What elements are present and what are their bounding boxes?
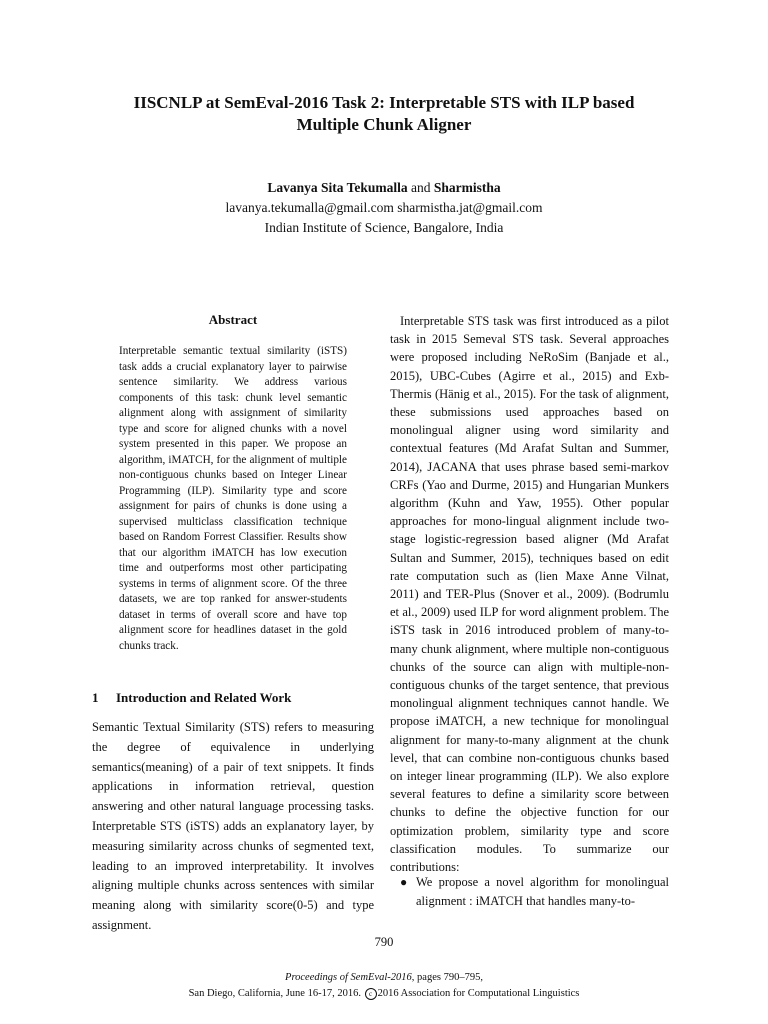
copyright-icon: c — [365, 988, 377, 1000]
section-heading — [92, 690, 291, 706]
section-number: 1 — [92, 690, 99, 705]
footer-pages: , pages 790–795, — [411, 972, 483, 983]
footer-proceedings — [0, 970, 768, 986]
contribution-bullet-text: We propose a novel algorithm for monolingual alignment : iMATCH that handles many-to- — [416, 875, 669, 908]
page-footer — [0, 970, 768, 1002]
author-1: Lavanya Sita Tekumalla — [267, 180, 408, 195]
author-emails: lavanya.tekumalla@gmail.com sharmistha.jat@gmail.com — [225, 200, 543, 215]
section-title: Introduction and Related Work — [116, 690, 292, 705]
author-affiliation: Indian Institute of Science, Bangalore, India — [264, 220, 504, 235]
title-line-1: IISCNLP at SemEval-2016 Task 2: Interpretable STS with ILP based — [133, 93, 635, 112]
footer-copyright: 2016 Association for Computational Linguistics — [377, 988, 580, 999]
title-line-2: Multiple Chunk Aligner — [296, 115, 472, 134]
introduction-body: Semantic Textual Similarity (STS) refers to measuring the degree of equivalence in underlying semantics(meaning) of a pair of text snippets. It finds applications in information retrieval, question answering and other natural language processing tasks. Interpretable STS (iSTS) adds an explanatory layer, by measuring similarity across chunks of segmented text, leading to an improved interpretability. It involves aligning multiple chunks across sentences with similar meaning along with similarity score(0-5) and type assignment. — [92, 720, 374, 932]
author-conjunction: and — [411, 180, 431, 195]
footer-location: San Diego, California, June 16-17, 2016. — [188, 988, 361, 999]
paper-title — [60, 92, 708, 136]
author-2: Sharmistha — [433, 180, 501, 195]
related-work-body: Interpretable STS task was first introduced as a pilot task in 2015 Semeval STS task. Several approaches were proposed including NeRoSim (Banjade et al., 2015), UBC-Cubes (Agirre et al., 2015) and Exb-Thermis (Hänig et al., 2015). For the task of alignment, these submissions used approaches based on monolingual aligner using word similarity and contextual features (Md Arafat Sultan and Summer, 2014), JACANA that uses phrase based semi-markov CRFs (Yao and Durme, 2015) and Hungarian Munkers algorithm (Kuhn and Yaw, 1955). Other popular approaches for mono-lingual alignment include two-stage logistic-regression based aligner (Md Arafat Sultan and Summer, 2015), techniques based on edit rate computation such as (lien Maxe Anne Vilnat, 2011) and TER-Plus (Snover et al., 2009). (Bodrumlu et al., 2009) used ILP for word alignment problem. The iSTS task in 2016 introduced problem of many-to-many chunk alignment, where multiple non-contiguous chunks of the source can align with multiple-non-contiguous chunks of the target sentence, that previous monolingual alignment techniques cannot handle. We propose iMATCH, a new technique for monolingual alignment for many-to-many alignment at the chunk level, that can combine non-contiguous chunks based on integer linear programming (ILP). We also explore several features to define a similarity score between chunks to define the objective function for our optimization problem, similarity type and score classification modules. To summarize our contributions: — [390, 314, 669, 875]
abstract-body: Interpretable semantic textual similarity (iSTS) task adds a crucial explanatory layer to pairwise sentence similarity. We address various components of this task: chunk level semantic alignment along with assignment of similarity type and score for aligned chunks with a novel system presented in this paper. We propose an algorithm, iMATCH, for the alignment of multiple non-contiguous chunks based on Integer Linear Programming (ILP). Similarity type and score assignment for pairs of chunks is done using a supervised multiclass classification technique based on Random Forrest Classifier. Results show that our algorithm iMATCH has low execution time and outperforms most other participating systems in terms of alignment score. Of the three datasets, we are top ranked for answer-students dataset in terms of overall score and have top alignment score for headlines dataset in the gold chunks track. — [119, 345, 347, 652]
footer-venue: Proceedings of SemEval-2016 — [285, 972, 412, 983]
author-block — [60, 178, 708, 238]
contribution-bullet — [398, 873, 669, 911]
abstract-heading: Abstract — [208, 312, 258, 327]
bullet-icon: ● — [400, 875, 408, 889]
page-number: 790 — [374, 935, 394, 949]
footer-location-copyright — [0, 986, 768, 1002]
author-names — [60, 178, 708, 198]
